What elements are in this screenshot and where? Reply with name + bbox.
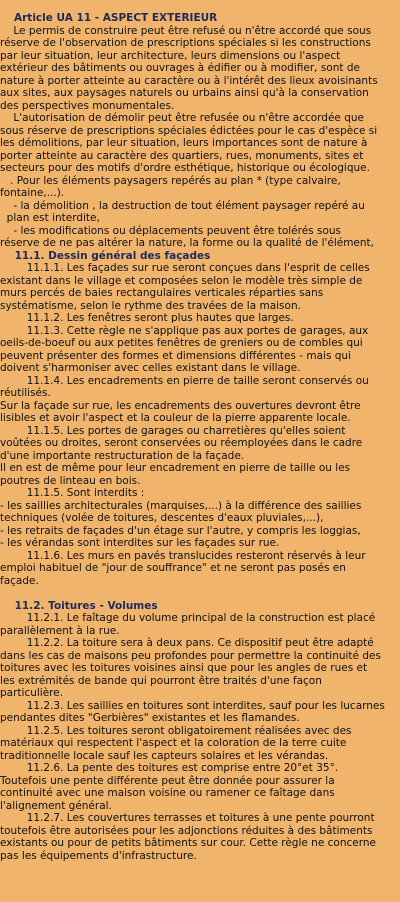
text-line: 11.2.1. Le faîtage du volume principal de la construction est placé — [0, 612, 376, 624]
text-line: - les saillies architecturales (marquises,...) à la différence des saillies — [0, 499, 362, 512]
text-line: lisibles et avoir l'aspect et la couleur de la pierre apparente locale. — [0, 412, 351, 424]
text-line: secteurs pour des motifs d'ordre esthétique, historique ou écologique. — [0, 162, 370, 174]
text-line: pas les équipements d'infrastructure. — [0, 849, 197, 862]
text-line: plan est interdite, — [0, 212, 100, 224]
text-line: par leur situation, leur architecture, leurs dimensions ou l'aspect — [0, 49, 341, 62]
text-line: Sur la façade sur rue, les encadrements des ouvertures devront être — [0, 399, 361, 412]
text-line: emploi habituel de "jour de souffrance" et ne seront pas posés en — [0, 562, 346, 574]
text-line: 11.1.1. Les façades sur rue seront conçues dans l'esprit de celles — [0, 262, 370, 274]
text-line: particulière. — [0, 687, 64, 699]
text-line: 11.1.4. Les encadrements en pierre de taille seront conservés ou — [0, 374, 369, 387]
text-line: dans les cas de maisons peu profondes pour permettre la continuité des — [0, 649, 381, 662]
text-line: - la démolition , la destruction de tout élément paysager repéré au — [0, 199, 365, 212]
blank-line — [0, 587, 400, 600]
text-line: peuvent présenter des formes et dimensions différentes - mais qui — [0, 349, 352, 362]
text-line: porter atteinte au caractère des quartiers, rues, monuments, sites et — [0, 149, 364, 162]
text-line: 11.1.5. Les portes de garages ou charretières qu'elles soient — [0, 424, 346, 437]
text-line: L'autorisation de démolir peut être refusée ou n'être accordée que — [0, 112, 365, 124]
text-line: 11.1.5. Sont interdits : — [0, 487, 145, 499]
text-line: systématisme, selon le rythme des travées de la maison. — [0, 299, 301, 312]
section-heading: 11.1. Dessin général des façades — [0, 249, 211, 262]
text-line: réserve de ne pas altérer la nature, la forme ou la qualité de l'élément, — [0, 237, 375, 249]
text-line: sous réserve de prescriptions spéciales édictées pour le cas d'espèce si — [0, 124, 378, 137]
text-line: oeils-de-boeuf ou aux petites fenêtres de greniers ou de combles qui — [0, 337, 363, 349]
text-line: des perspectives monumentales. — [0, 99, 175, 112]
text-line: 11.2.3. Les saillies en toitures sont interdites, sauf pour les lucarnes — [0, 699, 385, 712]
article-title: Article UA 11 - ASPECT EXTERIEUR — [14, 12, 218, 24]
section-heading: 11.2. Toitures - Volumes — [0, 599, 158, 612]
text-line: 11.1.2. Les fenêtres seront plus hautes que larges. — [0, 312, 294, 324]
text-line: 11.2.5. Les toitures seront obligatoirement réalisées avec des — [0, 724, 352, 737]
text-line: matériaux qui respectent l'aspect et la coloration de la terre cuite — [0, 737, 347, 749]
text-line: 11.2.2. La toiture sera à deux pans. Ce dispositif peut être adapté — [0, 637, 374, 649]
text-line: réserve de l'observation de prescriptions spéciales si les constructions — [0, 37, 371, 49]
text-line: aux sites, aux paysages naturels ou urbains ainsi qu'à la conservation — [0, 87, 369, 99]
text-line: existant dans le village et composées selon le modèle très simple de — [0, 274, 363, 287]
text-line: continuité avec une maison voisine ou ramener ce faîtage dans — [0, 787, 335, 799]
text-line: parallèlement à la rue. — [0, 624, 120, 637]
text-line: - les vérandas sont interdites sur les façades sur rue. — [0, 537, 280, 549]
article-body — [0, 25, 400, 863]
text-line: d'une importante restructuration de la façade. — [0, 449, 245, 462]
text-line: les extrémités de bande qui pourront être traités d'une façon — [0, 674, 322, 687]
text-line: réutilisés. — [0, 387, 51, 399]
text-line: poutres de linteau en bois. — [0, 474, 141, 487]
text-line: existants ou pour de petits bâtiments sur cour. Cette règle ne concerne — [0, 837, 376, 849]
text-line: façade. — [0, 574, 39, 587]
text-line: techniques (volée de toitures, descentes d'eaux pluviales,...), — [0, 512, 324, 524]
text-line: doivent s'harmoniser avec celles existant dans le village. — [0, 362, 301, 374]
text-line: Il en est de même pour leur encadrement en pierre de taille ou les — [0, 462, 351, 474]
text-line: toutefois être autorisées pour les adjonctions réduites à des bâtiments — [0, 824, 373, 837]
text-line: fontaine,...). — [0, 187, 65, 199]
text-line: 11.2.6. La pente des toitures est comprise entre 20°et 35°. — [0, 762, 339, 774]
text-line: . Pour les éléments paysagers repérés au plan * (type calvaire, — [0, 174, 341, 187]
text-line: 11.1.6. Les murs en pavés translucides resteront réservés à leur — [0, 549, 366, 562]
text-line: 11.2.7. Les couvertures terrasses et toitures à une pente pourront — [0, 812, 375, 824]
text-line: Le permis de construire peut être refusé ou n'être accordé que sous — [0, 24, 372, 37]
text-line: nature à porter atteinte au caractère ou à l'intérêt des lieux avoisinants — [0, 74, 378, 87]
text-line: - les retraits de façades d'un étage sur l'autre, y compris les loggias, — [0, 524, 361, 537]
text-line: 11.1.3. Cette règle ne s'applique pas aux portes de garages, aux — [0, 324, 369, 337]
text-line: traditionnelle locale sauf les capteurs solaires et les vérandas. — [0, 749, 329, 762]
text-line: l'alignement général. — [0, 799, 112, 812]
text-line: toitures avec les toitures voisines ainsi que pour les angles de rues et — [0, 662, 368, 674]
text-line: voûtées ou droites, seront conservées ou réemployées dans le cadre — [0, 437, 363, 449]
text-line: extérieur des bâtiments ou ouvrages à édifier ou à modifier, sont de — [0, 62, 360, 74]
text-line: pendantes dites "Gerbières" existantes et les flamandes. — [0, 712, 300, 724]
text-line: Toutefois une pente différente peut être donnée pour assurer la — [0, 774, 335, 787]
text-line: murs percés de baies rectangulaires verticales réparties sans — [0, 287, 324, 299]
text-line: les démolitions, par leur situation, leurs importances sont de nature à — [0, 137, 368, 149]
text-line: - les modifications ou déplacements peuvent être tolérés sous — [0, 224, 342, 237]
